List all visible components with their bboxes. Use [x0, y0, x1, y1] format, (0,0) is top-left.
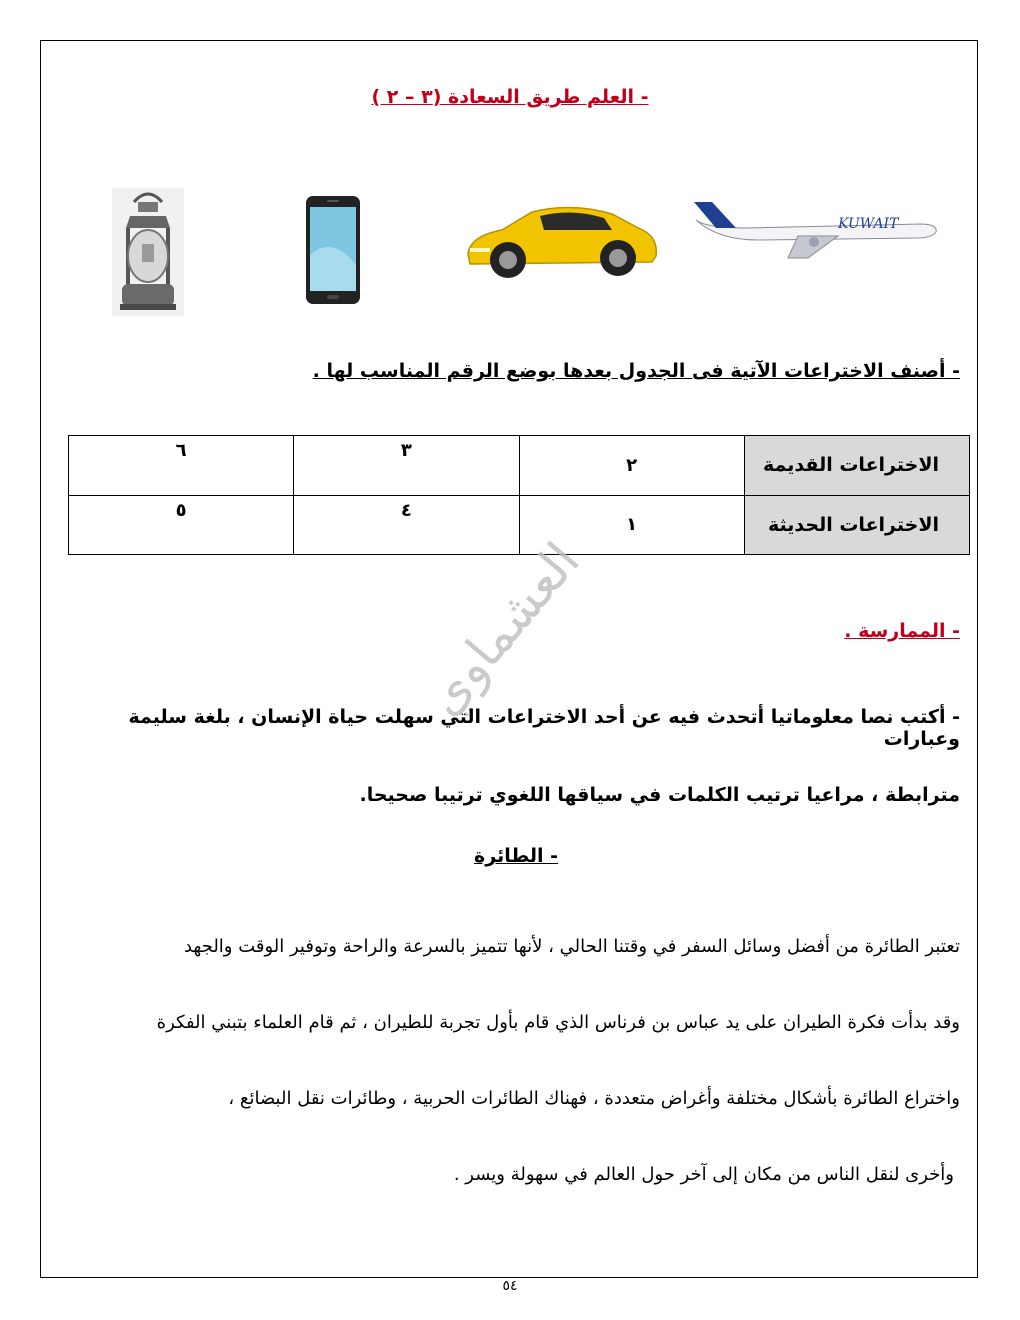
page-number: ٥٤ [502, 1278, 518, 1294]
essay-line: تعتبر الطائرة من أفضل وسائل السفر في وقتنا الحالي ، لأنها تتميز بالسرعة والراحة وتوفير الوقت والجهد [183, 936, 960, 957]
table-cell: ٢ [519, 436, 744, 496]
table-row-old [69, 436, 970, 496]
table-cell: ١ [519, 495, 744, 555]
inventions-table [68, 435, 970, 555]
airplane-livery-text: KUWAIT [838, 216, 899, 232]
lantern-image [112, 188, 184, 316]
mobile-phone-image [305, 195, 361, 305]
table-cell: ٣ [294, 436, 519, 496]
table-cell: ٥ [69, 495, 294, 555]
watermark-text: العشماوي [414, 531, 591, 727]
sports-car-image [462, 196, 660, 282]
airplane-image [688, 198, 940, 260]
row-label-modern: الاختراعات الحديثة [744, 495, 969, 555]
essay-line: وأخرى لنقل الناس من مكان إلى آخر حول العالم في سهولة ويسر . [453, 1164, 954, 1185]
table-row-modern [69, 495, 970, 555]
essay-line: وقد بدأت فكرة الطيران على يد عباس بن فرناس الذي قام بأول تجربة للطيران ، ثم قام العلماء بتبني الفكرة [156, 1012, 960, 1033]
task-line-1: - أكتب نصا معلوماتيا أتحدث فيه عن أحد الاختراعات التي سهلت حياة الإنسان ، بلغة سليمة وعبارات [128, 706, 960, 750]
classification-instruction: - أصنف الاختراعات الآتية فى الجدول بعدها بوضع الرقم المناسب لها . [312, 360, 960, 382]
essay-line: واختراع الطائرة بأشكال مختلفة وأغراض متعددة ، فهناك الطائرات الحربية ، وطائرات نقل البضائع ، [228, 1088, 960, 1109]
table-cell: ٦ [69, 436, 294, 496]
task-line-2: مترابطة ، مراعيا ترتيب الكلمات في سياقها اللغوي ترتيبا صحيحا. [359, 784, 960, 806]
page-title: - العلم طريق السعادة (٣ – ٢ ) [371, 86, 649, 108]
row-label-old: الاختراعات القديمة [744, 436, 969, 496]
table-cell: ٤ [294, 495, 519, 555]
practice-heading: - الممارسة . [844, 620, 960, 642]
essay-subtitle: - الطائرة [474, 845, 558, 867]
